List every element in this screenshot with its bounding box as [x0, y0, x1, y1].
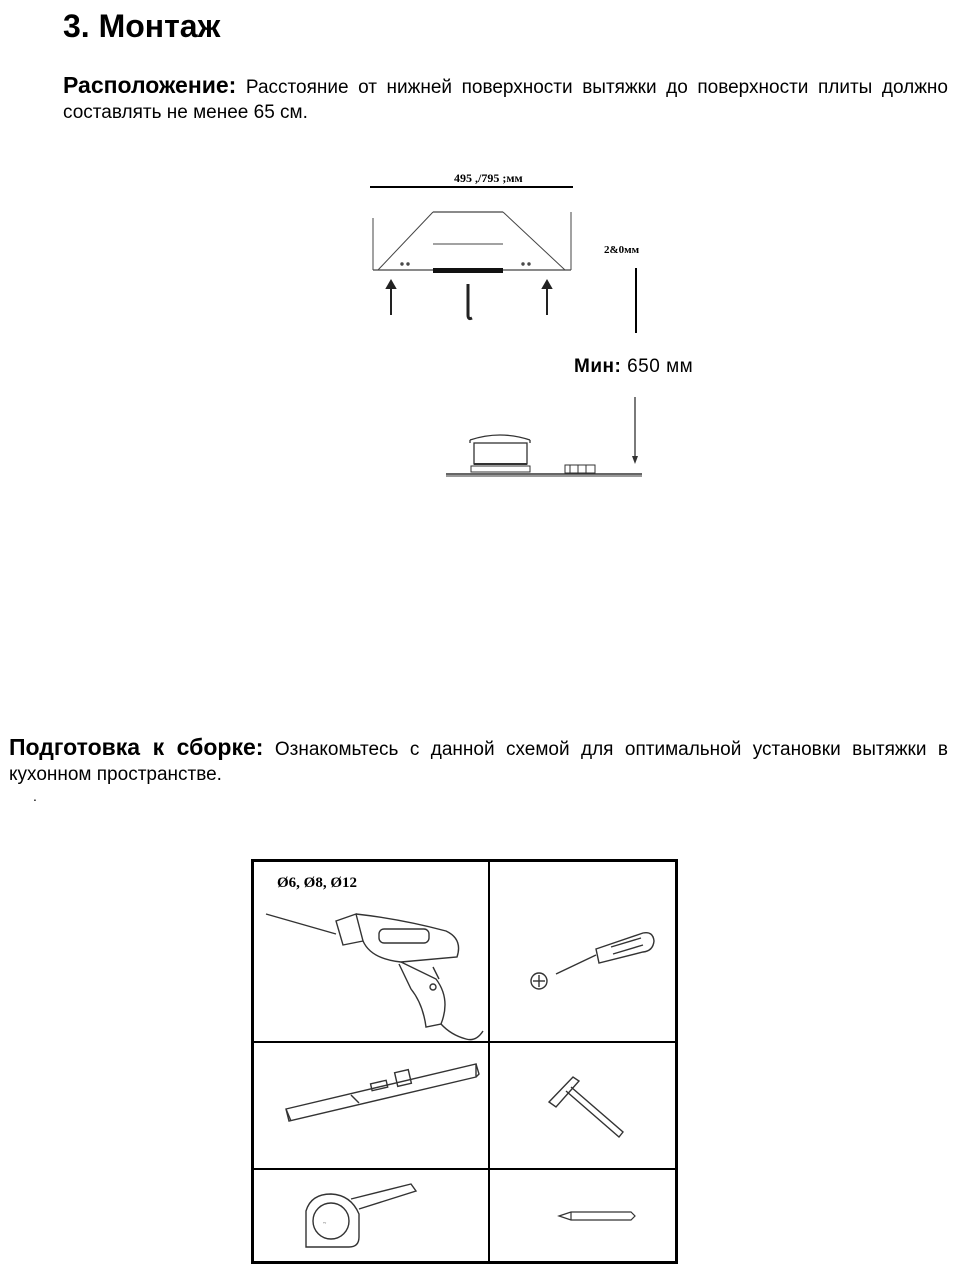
- drill-icon: [266, 914, 483, 1040]
- hammer-icon: [549, 1077, 623, 1137]
- level-icon: [286, 1064, 479, 1121]
- dot-mark: .: [33, 788, 37, 804]
- location-heading: Расположение:: [63, 72, 237, 98]
- location-text: Расстояние от нижней поверхности вытяжки до поверхности плиты должно составлять не менее 65 см.: [63, 77, 948, 123]
- section-title: 3. Монтаж: [63, 8, 221, 44]
- stove-icon: [446, 435, 642, 476]
- min-value: 650 мм: [627, 356, 694, 377]
- preparation-text: Ознакомьтесь с данной схемой для оптимальной установки вытяжки в кухонном пространстве.: [9, 739, 948, 785]
- tape-measure-icon: [306, 1184, 416, 1247]
- drill-sizes-label: Ø6, Ø8, Ø12: [277, 875, 358, 891]
- min-label: Мин:: [574, 356, 622, 377]
- pencil-icon: [559, 1212, 635, 1220]
- preparation-paragraph: [9, 735, 948, 787]
- preparation-heading: Подготовка к сборке:: [9, 734, 264, 760]
- arrow-down-icon: [632, 456, 638, 464]
- screw-icon: [387, 281, 395, 315]
- width-label: 495 ,/795 ;мм: [454, 171, 523, 185]
- hook-icon: [468, 284, 472, 319]
- location-paragraph: [63, 73, 948, 125]
- height-label: 2&0мм: [604, 244, 640, 256]
- svg-text:~: ~: [323, 1221, 327, 1227]
- tools-grid: [251, 859, 678, 1264]
- screw-icon: [543, 281, 551, 315]
- min-distance-label: [574, 356, 693, 378]
- screwdriver-icon: [531, 933, 654, 989]
- hood-outline: [373, 212, 571, 273]
- installation-diagram: [360, 160, 720, 485]
